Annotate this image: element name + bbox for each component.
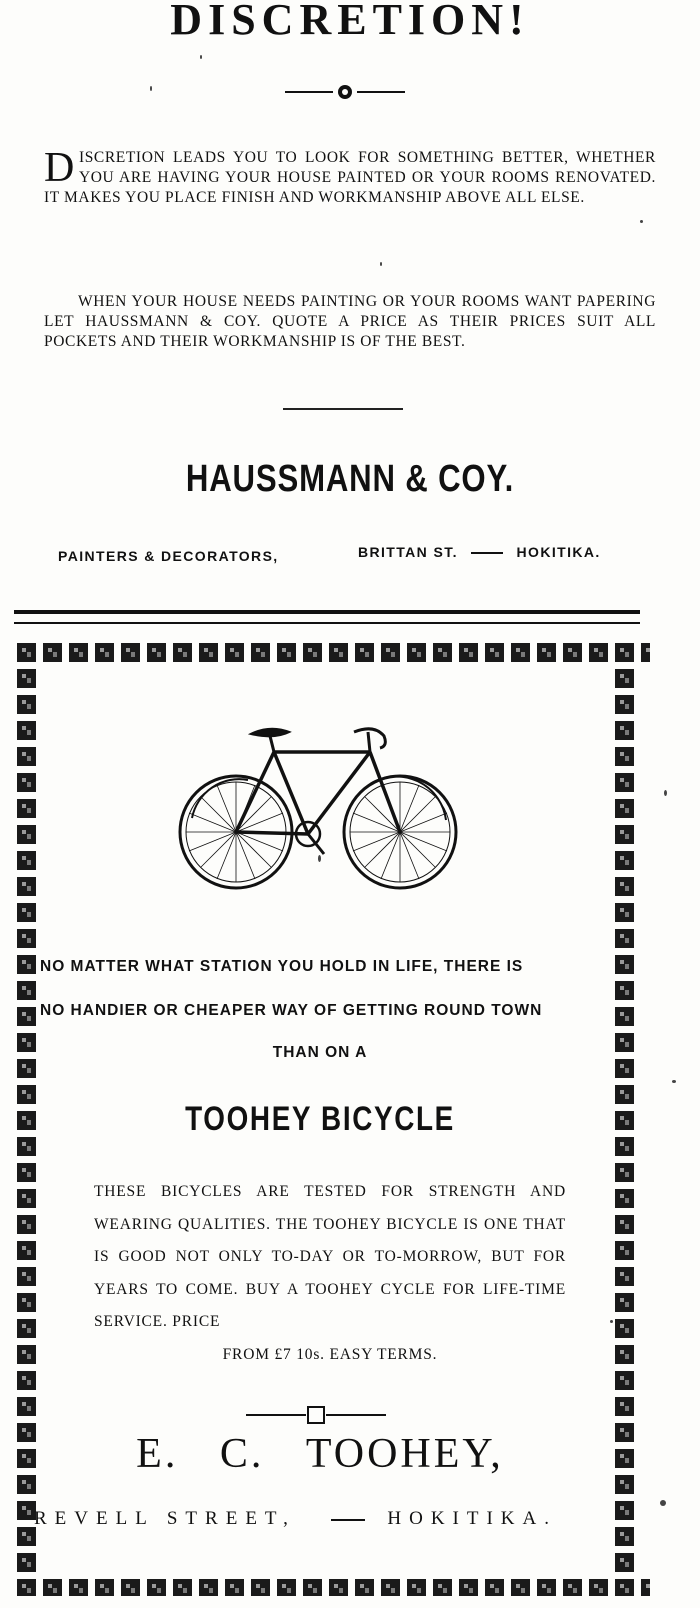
pitch-line-2: NO HANDIER OR CHEAPER WAY OF GETTING ROUND TOWN — [40, 1002, 543, 1019]
merchant-surname: TOOHEY, — [305, 1431, 504, 1477]
pitch-line-1: NO MATTER WHAT STATION YOU HOLD IN LIFE, THERE IS — [40, 958, 524, 975]
ad-headline: DISCRETION! — [170, 0, 530, 44]
intro-paragraph-text: ISCRETION LEADS YOU TO LOOK FOR SOMETHING BETTER, WHETHER YOU ARE HAVING YOUR HOUSE PAINTED OR YOUR ROOMS RENOVATED. IT MAKES YOU PLACE FINISH AND WORKMANSHIP ABOVE ALL ELSE. — [44, 149, 656, 206]
merchant-initial-1: E. — [136, 1431, 179, 1477]
product-name: TOOHEY BICYCLE — [185, 1100, 455, 1138]
firm-name: HAUSSMANN & COY. — [185, 458, 515, 500]
firm-street: BRITTAN ST. — [358, 544, 458, 560]
address-dash — [471, 552, 503, 554]
firm-address — [358, 544, 601, 560]
offer-paragraph: WHEN YOUR HOUSE NEEDS PAINTING OR YOUR ROOMS WANT PAPERING LET HAUSSMANN & COY. QUOTE A PRICE AS THEIR PRICES SUIT ALL POCKETS AND THEIR WORKMANSHIP IS OF THE BEST. — [44, 293, 656, 350]
intro-paragraph — [44, 145, 656, 208]
firm-town: HOKITIKA. — [516, 544, 601, 560]
section-divider — [283, 408, 403, 410]
drop-cap: D — [44, 145, 75, 191]
product-description — [94, 1176, 566, 1371]
merchant-town: HOKITIKA. — [387, 1508, 557, 1529]
firm-trade: PAINTERS & DECORATORS, — [58, 548, 279, 564]
bicycle-illustration — [178, 722, 468, 902]
price-line: FROM £7 10s. EASY TERMS. — [222, 1345, 438, 1363]
merchant-name — [0, 1430, 640, 1478]
product-description-text: THESE BICYCLES ARE TESTED FOR STRENGTH AND WEARING QUALITIES. THE TOOHEY BICYCLE IS ONE THAT IS GOOD NOT ONLY TO-DAY OR TO-MORROW, BUT FOR YEARS TO COME. BUY A TOOHEY CYCLE FOR LIFE-TIME SERVICE. PRICE — [94, 1183, 566, 1330]
merchant-address — [34, 1508, 614, 1530]
diamond-ornament-divider — [285, 82, 405, 102]
merchant-street: REVELL STREET, — [34, 1508, 296, 1529]
column-separator-rule — [14, 610, 640, 624]
merchant-initial-2: C. — [219, 1431, 265, 1477]
address-dash — [331, 1519, 365, 1521]
square-ornament-divider — [246, 1404, 386, 1426]
pitch-line-3: THAN ON A — [272, 1044, 368, 1061]
